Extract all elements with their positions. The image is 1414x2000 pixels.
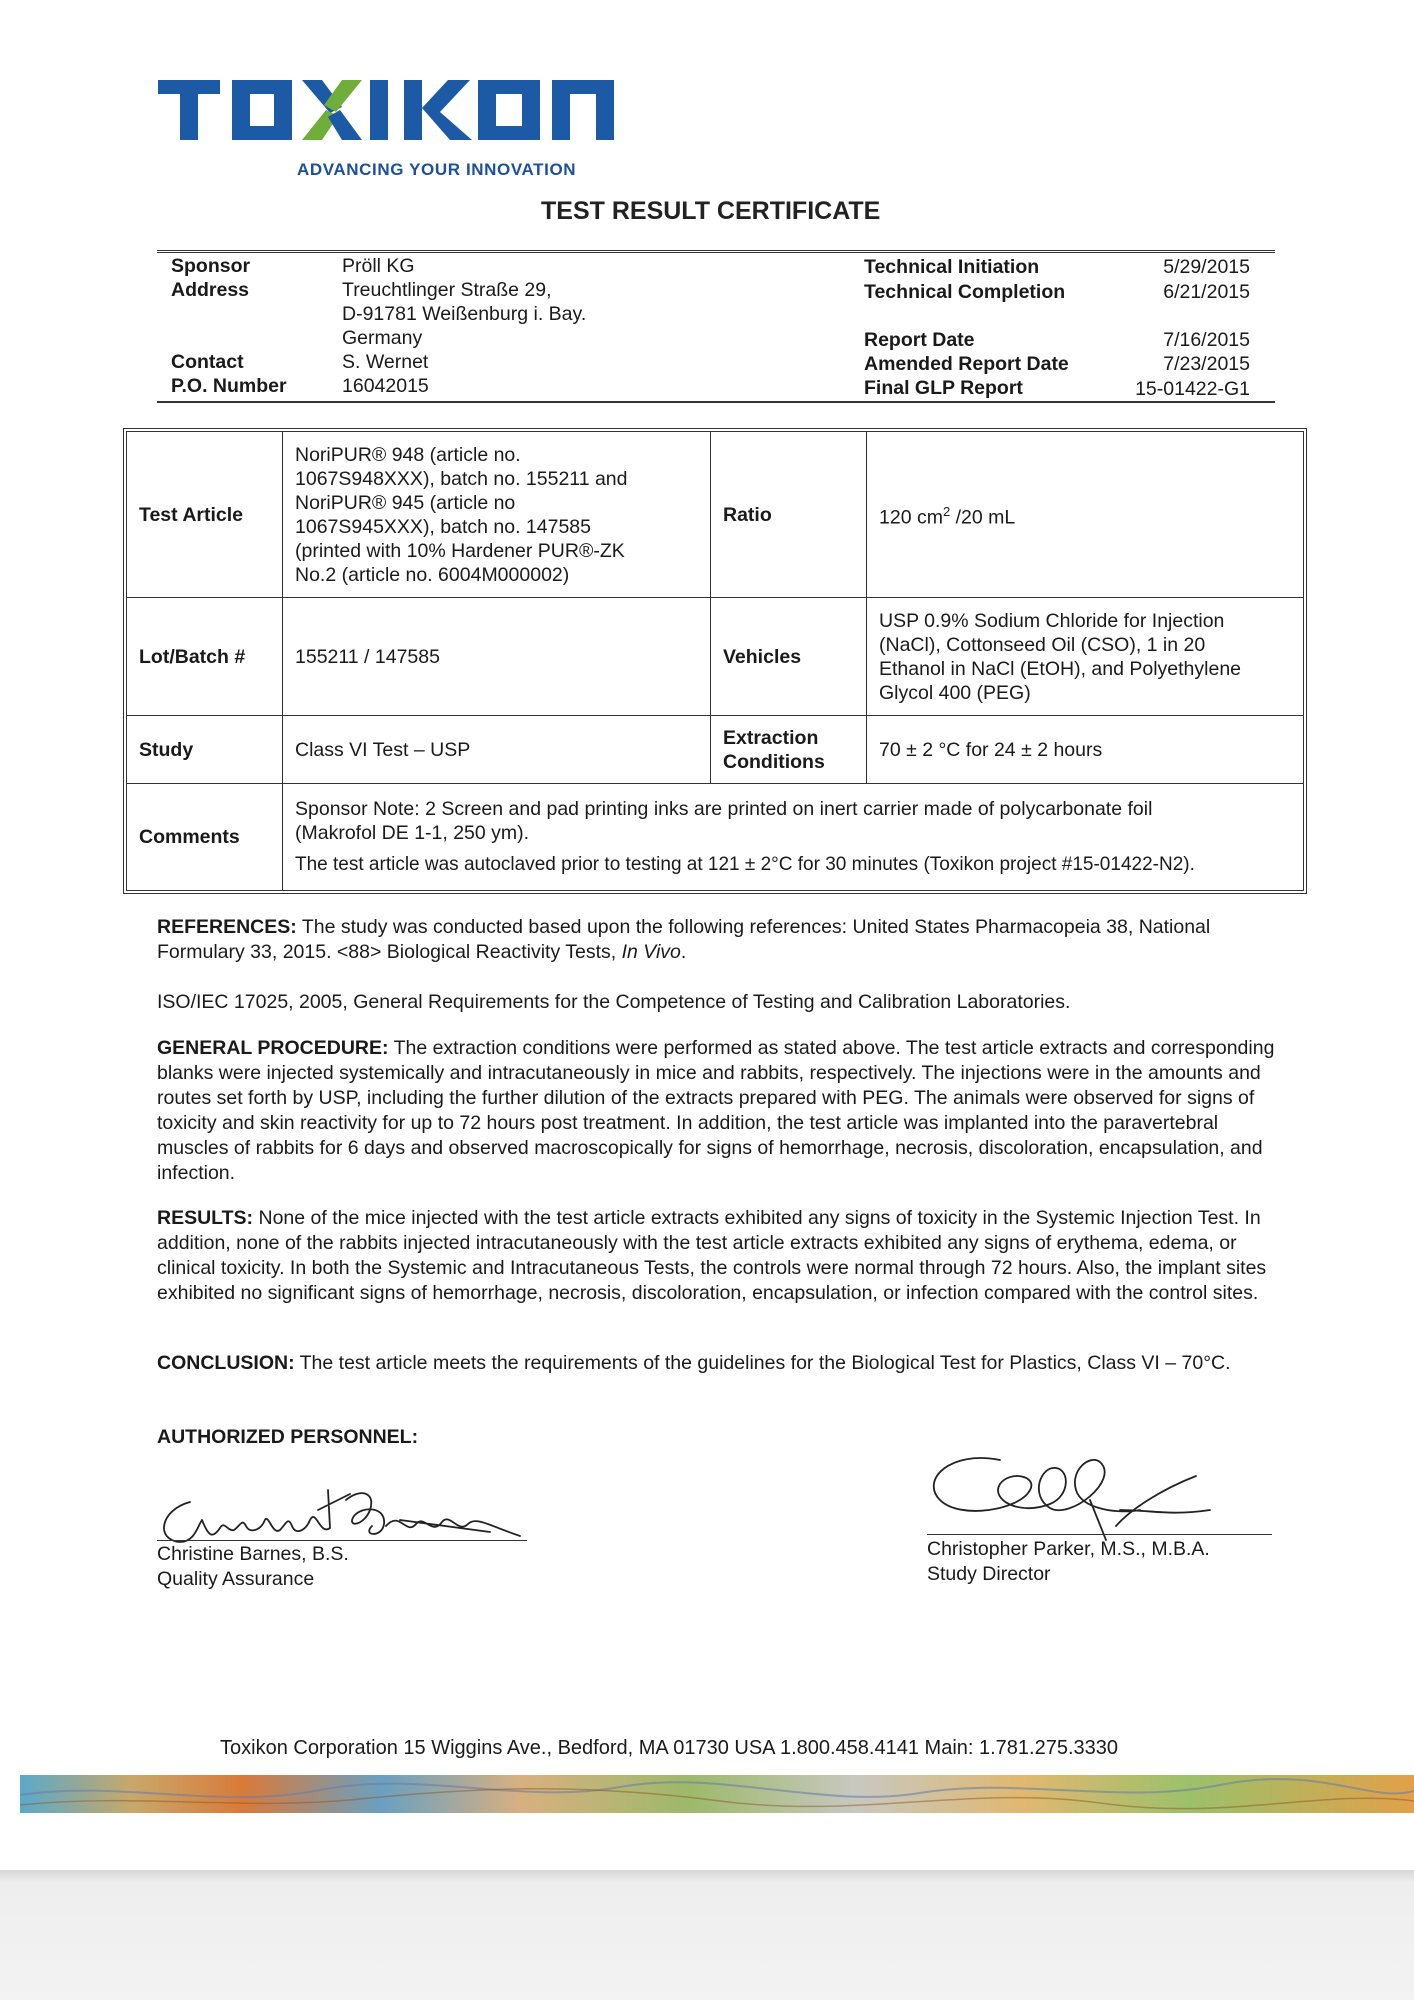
contact-value: S. Wernet [342,351,429,373]
comments-line-1: Sponsor Note: 2 Screen and pad printing inks are printed on inert carrier made of polycarbonate foil [295,798,1153,820]
conclusion-paragraph: CONCLUSION: The test article meets the requirements of the guidelines for the Biological Test for Plastics, Class VI – 70°C. [157,1352,1231,1374]
vehicles-line: (NaCl), Cottonseed Oil (CSO), 1 in 20 [879,633,1206,656]
footer-decorative-band [20,1775,1414,1813]
address-line-3: Germany [342,327,423,349]
address-line-1: Treuchtlinger Straße 29, [342,279,552,301]
contact-label: Contact [171,351,244,373]
address-label: Address [171,279,250,301]
technical-initiation-value: 5/29/2015 [1163,256,1250,278]
comments-label: Comments [127,784,283,890]
amended-report-date-label: Amended Report Date [864,353,1069,375]
vehicles-line: Ethanol in NaCl (EtOH), and Polyethylene [879,657,1242,680]
final-glp-report-label: Final GLP Report [864,377,1023,399]
lot-batch-value: 155211 / 147585 [283,598,711,716]
final-glp-report-value: 15-01422-G1 [1135,378,1250,400]
signature-line-1 [157,1540,527,1541]
test-article-line: NoriPUR® 945 (article no [295,491,516,514]
authorized-personnel-heading: AUTHORIZED PERSONNEL: [157,1426,419,1448]
sponsor-label: Sponsor [171,255,251,277]
comments-value [283,784,1303,890]
report-date-label: Report Date [864,329,975,351]
test-article-label: Test Article [127,432,283,598]
comments-line-2: (Makrofol DE 1-1, 250 ym). [295,822,530,844]
info-bottom-rule [157,401,1275,403]
technical-initiation-label: Technical Initiation [864,256,1040,278]
signer-2-role: Study Director [927,1563,1051,1585]
signer-2-name: Christopher Parker, M.S., M.B.A. [927,1538,1210,1560]
po-number-label: P.O. Number [171,375,287,397]
test-article-line: No.2 (article no. 6004M000002) [295,563,570,586]
extraction-conditions-label: Extraction Conditions [711,716,867,784]
po-number-value: 16042015 [342,375,429,397]
vehicles-value [867,598,1303,716]
test-article-line: (printed with 10% Hardener PUR®-ZK [295,539,625,562]
comments-line-3: The test article was autoclaved prior to testing at 121 ± 2°C for 30 minutes (Toxikon project #15-01422-N2). [295,854,1195,875]
vehicles-line: USP 0.9% Sodium Chloride for Injection [879,609,1225,632]
study-value: Class VI Test – USP [283,716,711,784]
address-line-2: D-91781 Weißenburg i. Bay. [342,303,587,325]
document-title: TEST RESULT CERTIFICATE [541,197,881,225]
results-paragraph: RESULTS: None of the mice injected with the test article extracts exhibited any signs of toxicity in the Systemic Injection Test. In addition, none of the rabbits injected intracutaneously with the test article extracts exhibited any signs of erythema, edema, or clinical toxicity. In both the Systemic and Intracutaneous Tests, the controls were normal through 72 hours. Also, the implant sites exhibited no significant signs of hemorrhage, necrosis, discoloration, encapsulation, or infection compared with the control sites. [157,1207,1267,1304]
toxikon-logo [158,80,618,150]
vehicles-line: Glycol 400 (PEG) [879,681,1031,704]
signature-line-2 [927,1534,1272,1535]
details-table [123,428,1307,894]
footer-address: Toxikon Corporation 15 Wiggins Ave., Bedford, MA 01730 USA 1.800.458.4141 Main: 1.781.275.3330 [220,1737,1119,1759]
signer-1-role: Quality Assurance [157,1568,315,1590]
iso-paragraph: ISO/IEC 17025, 2005, General Requirements for the Competence of Testing and Calibration Laboratories. [157,991,1071,1013]
test-article-line: 1067S948XXX), batch no. 155211 and [295,467,628,490]
test-article-line: 1067S945XXX), batch no. 147585 [295,515,591,538]
signer-1-name: Christine Barnes, B.S. [157,1543,349,1565]
technical-completion-value: 6/21/2015 [1163,281,1250,303]
info-top-rule [157,250,1275,253]
test-article-value [283,432,711,598]
scan-page-edge [0,1870,1414,2000]
references-paragraph: REFERENCES: The study was conducted based upon the following references: United States Pharmacopeia 38, National Formulary 33, 2015. <88> Biological Reactivity Tests, In Vivo. [157,916,1211,963]
ratio-value: 120 $cm^2$ /20 mL [867,432,1303,598]
vehicles-label: Vehicles [711,598,867,716]
extraction-conditions-value: 70 ± 2 °C for 24 ± 2 hours [867,716,1303,784]
sponsor-value: Pröll KG [342,255,415,277]
amended-report-date-value: 7/23/2015 [1163,353,1250,375]
general-procedure-paragraph: GENERAL PROCEDURE: The extraction conditions were performed as stated above. The test article extracts and corresponding blanks were injected systemically and intracutaneously in mice and rabbits, respectively. The injections were in the amounts and routes set forth by USP, including the further dilution of the extracts prepared with PEG. The animals were observed for signs of toxicity and skin reactivity for up to 72 hours post treatment. In addition, the test article was implanted into the paravertebral muscles of rabbits for 6 days and observed macroscopically for signs of hemorrhage, necrosis, discoloration, encapsulation, and infection. [157,1037,1275,1184]
study-label: Study [127,716,283,784]
technical-completion-label: Technical Completion [864,281,1066,303]
ratio-label: Ratio [711,432,867,598]
logo-tagline: ADVANCING YOUR INNOVATION [297,160,577,179]
lot-batch-label: Lot/Batch # [127,598,283,716]
report-date-value: 7/16/2015 [1163,329,1250,351]
test-article-line: NoriPUR® 948 (article no. [295,443,521,466]
